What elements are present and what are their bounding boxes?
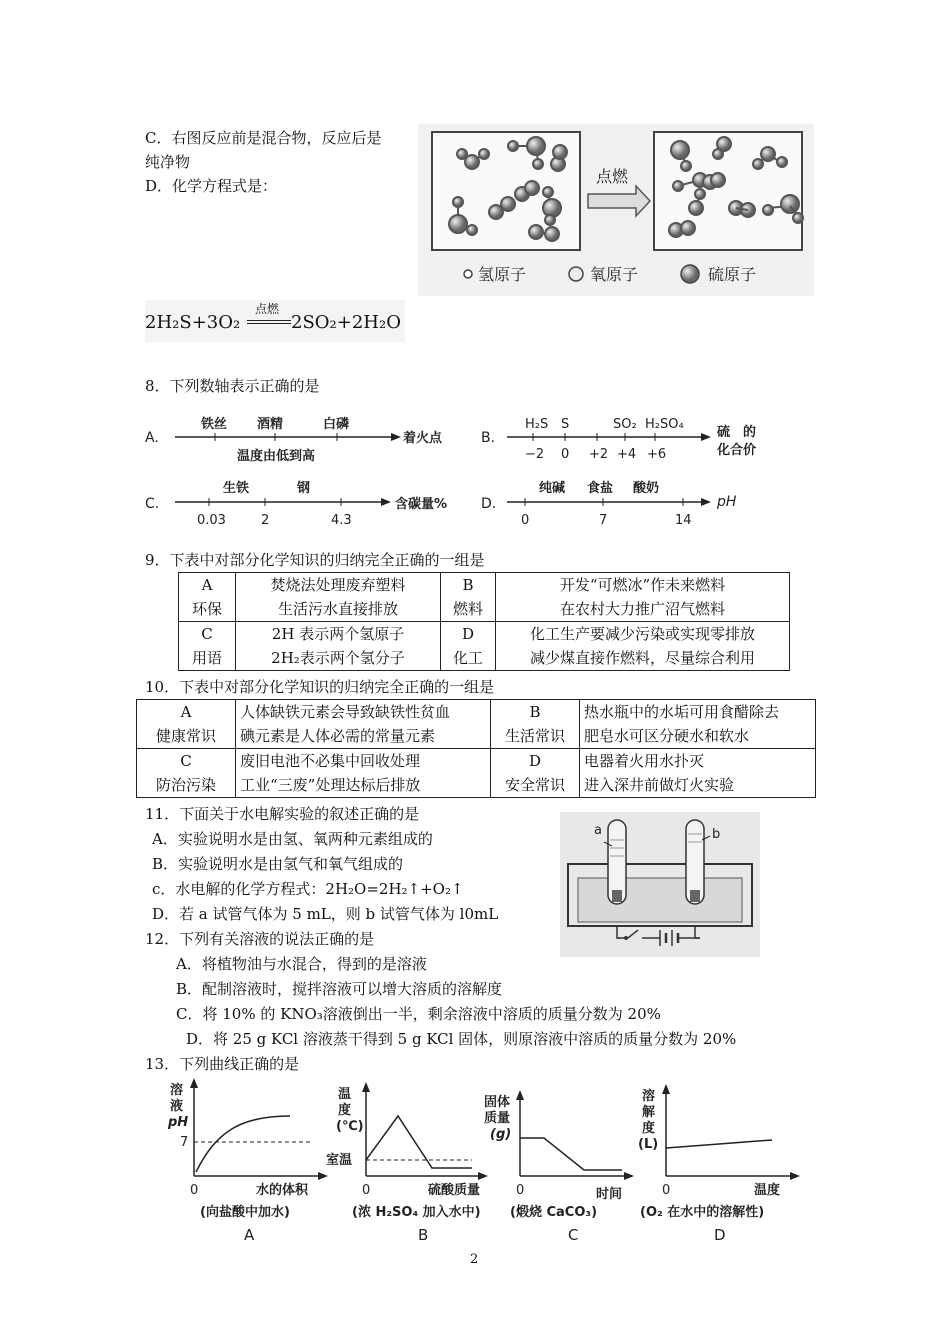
cell-line: 人体缺铁元素会导致缺铁性贫血	[240, 703, 451, 721]
graph-d-ylabel-4: (L)	[638, 1137, 659, 1152]
legend-hydrogen: 氢原子	[478, 265, 527, 284]
cell-line: 进入深井前做灯火实验	[584, 776, 735, 794]
table-row	[179, 622, 790, 671]
graph-b-letter: B	[418, 1226, 429, 1244]
graph-c-caption: (煅烧 CaCO₃)	[510, 1205, 598, 1220]
cell-line: 碘元素是人体必需的常量元素	[240, 727, 436, 745]
q8-stem: 8．下列数轴表示正确的是	[145, 377, 320, 395]
q10-cell-c-body	[236, 749, 491, 798]
q8c-tick-1: 0.03	[197, 513, 226, 528]
electrolysis-figure	[560, 812, 760, 957]
equation-condition: 点燃	[255, 302, 280, 316]
graph-c-xlabel: 时间	[596, 1187, 623, 1202]
q8b-tick-5: +6	[647, 447, 667, 462]
q12-stem: 12．下列有关溶液的说法正确的是	[145, 930, 375, 948]
q8-number-lines	[145, 408, 775, 532]
q12-option-c: C．将 10% 的 KNO₃溶液倒出一半，剩余溶液中溶质的质量分数为 20%	[176, 1005, 661, 1023]
q10-cell-c-head	[137, 749, 236, 798]
q8a-label-2: 酒精	[257, 417, 284, 432]
q8d-label-1: 纯碱	[539, 481, 566, 496]
q8d-tick-1: 0	[521, 513, 530, 528]
equation-left: 2H₂S+3O₂	[145, 312, 241, 333]
cell-line: 电器着火用水扑灭	[584, 752, 705, 770]
graph-b-origin: 0	[362, 1183, 371, 1198]
q9-table	[178, 572, 790, 671]
graph-b-ylabel-1: 温	[338, 1087, 352, 1102]
q8a-below: 温度由低到高	[237, 449, 316, 464]
q7-option-d: D．化学方程式是：	[145, 177, 278, 195]
q8b-tick-3: +2	[589, 447, 609, 462]
q8a-label-1: 铁丝	[201, 417, 228, 432]
graph-a-xlabel: 水的体积	[256, 1183, 309, 1198]
q8b-tick-2: 0	[561, 447, 570, 462]
q10-cell-d-body	[580, 749, 816, 798]
q7-option-c-line1: C．右图反应前是混合物，反应后是	[145, 129, 382, 147]
chemical-equation	[145, 300, 405, 342]
graph-a-caption: (向盐酸中加水)	[200, 1205, 290, 1220]
graph-a-origin: 0	[190, 1183, 199, 1198]
graph-a-ylabel-2: 液	[170, 1099, 184, 1114]
graph-d-origin: 0	[662, 1183, 671, 1198]
graph-d-letter: D	[714, 1226, 726, 1244]
equation-double-line	[247, 320, 291, 324]
graph-a-ylabel-1: 溶	[170, 1083, 184, 1098]
q10-cell-a-body	[236, 700, 491, 749]
q12-option-d: D．将 25 g KCl 溶液蒸干得到 5 g KCl 固体，则原溶液中溶质的质量分数为 20%	[186, 1030, 737, 1048]
q9-cell-a-body	[236, 573, 441, 622]
cell-line: 燃料	[452, 600, 483, 618]
q10-cell-b-body	[580, 700, 816, 749]
cell-line: A	[180, 703, 192, 721]
q8c-label-2: 钢	[297, 481, 311, 496]
graph-a-tick: 7	[180, 1135, 189, 1150]
cell-line: 废旧电池不必集中回收处理	[240, 752, 421, 770]
q8b-label-4: H₂SO₄	[645, 417, 684, 432]
q9-cell-a-head	[179, 573, 236, 622]
cell-line: C	[201, 625, 213, 643]
cell-line: 2H 表示两个氢原子	[271, 625, 405, 643]
graph-d-ylabel-1: 溶	[642, 1089, 656, 1104]
q8c-tick-3: 4.3	[331, 513, 352, 528]
cell-line: 化工生产要减少污染或实现零排放	[529, 625, 755, 643]
cell-line: 在农村大力推广沼气燃料	[559, 600, 725, 618]
graph-c-letter: C	[568, 1226, 579, 1244]
table-row	[137, 700, 816, 749]
q8a-label-3: 白磷	[323, 417, 350, 432]
equation-right: 2SO₂+2H₂O	[291, 312, 401, 333]
cell-line: B	[529, 703, 541, 721]
q8b-tick-4: +4	[617, 447, 637, 462]
table-row	[179, 573, 790, 622]
q8b-letter: B.	[481, 430, 496, 446]
q11-option-a: A．实验说明水是由氢、氧两种元素组成的	[152, 830, 433, 848]
q11-stem: 11．下面关于水电解实验的叙述正确的是	[145, 805, 420, 823]
q13-curves	[160, 1076, 810, 1248]
graph-c-ylabel-1: 固体	[484, 1095, 511, 1110]
cell-line: C	[180, 752, 192, 770]
q8c-tick-2: 2	[261, 513, 270, 528]
cell-line: B	[462, 576, 474, 594]
q8d-tick-2: 7	[599, 513, 608, 528]
table-row	[137, 749, 816, 798]
q8a-letter: A.	[145, 430, 159, 446]
q8d-axis-name: pH	[717, 494, 737, 510]
electrolysis-diagram	[560, 812, 760, 957]
q8d-label-3: 酸奶	[633, 481, 660, 496]
cell-line: D	[461, 625, 475, 643]
graph-b-xlabel: 硫酸质量	[428, 1183, 481, 1198]
q7-option-c-line2: 纯净物	[145, 153, 191, 171]
cell-line: 安全常识	[504, 776, 565, 794]
q10-cell-d-head	[491, 749, 580, 798]
q13-stem: 13．下列曲线正确的是	[145, 1055, 300, 1073]
q9-cell-c-body	[236, 622, 441, 671]
cell-line: 开发“可燃冰”作未来燃料	[559, 576, 726, 594]
cell-line: 工业“三废”处理达标后排放	[240, 776, 421, 794]
page-number: 2	[470, 1252, 479, 1267]
tube-b-label: b	[712, 827, 721, 842]
arrow-label: 点燃	[596, 167, 629, 186]
q8b-tick-1: −2	[525, 447, 545, 462]
q8c-axis-name: 含碳量%	[395, 497, 448, 512]
graph-d-ylabel-3: 度	[642, 1121, 656, 1136]
q11-option-d: D．若 a 试管气体为 5 mL，则 b 试管气体为 l0mL	[152, 905, 499, 923]
molecule-reaction-figure	[418, 124, 814, 296]
q8d-letter: D.	[481, 496, 497, 512]
q9-cell-d-head	[441, 622, 496, 671]
cell-line: 焚烧法处理废弃塑料	[270, 576, 406, 594]
graph-b-ylabel-3: (℃)	[336, 1119, 364, 1134]
q9-cell-d-body	[496, 622, 790, 671]
cell-line: A	[201, 576, 213, 594]
legend-sulfur: 硫原子	[708, 265, 757, 284]
q8b-label-1: H₂S	[525, 417, 549, 432]
cell-line: 化工	[452, 649, 483, 667]
q12-option-a: A．将植物油与水混合，得到的是溶液	[176, 955, 427, 973]
graph-c-ylabel-2: 质量	[484, 1111, 511, 1126]
q10-stem: 10．下表中对部分化学知识的归纳完全正确的一组是	[145, 678, 495, 696]
graph-b-caption: (浓 H₂SO₄ 加入水中)	[352, 1205, 481, 1220]
q8c-label-1: 生铁	[223, 481, 250, 496]
q8b-label-2: S	[561, 417, 570, 432]
q10-table	[136, 699, 816, 798]
q9-cell-b-body	[496, 573, 790, 622]
cell-line: 热水瓶中的水垢可用食醋除去	[584, 703, 780, 721]
q8b-axis-name-2: 化合价	[717, 443, 757, 458]
q8d-tick-3: 14	[675, 513, 692, 528]
graph-a-ylabel-3: pH	[168, 1115, 189, 1130]
q12-option-b: B．配制溶液时，搅拌溶液可以增大溶质的溶解度	[176, 980, 503, 998]
q10-cell-a-head	[137, 700, 236, 749]
cell-line: D	[528, 752, 542, 770]
q11-option-c: c．水电解的化学方程式：2H₂O=2H₂↑+O₂↑	[152, 880, 464, 898]
q11-option-b: B．实验说明水是由氢气和氧气组成的	[152, 855, 404, 873]
cell-line: 防治污染	[155, 776, 216, 794]
graph-c-origin: 0	[516, 1183, 525, 1198]
graph-d-caption: (O₂ 在水中的溶解性)	[640, 1205, 765, 1220]
q8b-axis-name-1: 硫 的	[717, 425, 757, 440]
graph-b-ylabel-2: 度	[338, 1103, 352, 1118]
legend-oxygen: 氧原子	[590, 265, 639, 284]
cell-line: 健康常识	[155, 727, 216, 745]
cell-line: 减少煤直接作燃料，尽量综合利用	[529, 649, 755, 667]
q9-cell-c-head	[179, 622, 236, 671]
tube-a-label: a	[594, 823, 602, 838]
graph-c-ylabel-3: (g)	[490, 1127, 512, 1142]
cell-line: 生活常识	[504, 727, 565, 745]
q8a-axis-name: 着火点	[403, 431, 443, 446]
cell-line: 生活污水直接排放	[277, 600, 398, 618]
cell-line: 环保	[191, 600, 222, 618]
graph-b-tick: 室温	[326, 1153, 353, 1168]
q8d-label-2: 食盐	[587, 481, 614, 496]
q8c-letter: C.	[145, 496, 160, 512]
molecule-diagram	[418, 124, 814, 296]
cell-line: 肥皂水可区分硬水和软水	[584, 727, 750, 745]
cell-line: 用语	[191, 649, 222, 667]
q8b-label-3: SO₂	[613, 417, 637, 432]
q9-stem: 9．下表中对部分化学知识的归纳完全正确的一组是	[145, 551, 485, 569]
graph-a-letter: A	[244, 1226, 255, 1244]
cell-line: 2H₂表示两个氢分子	[271, 649, 405, 667]
graph-d-ylabel-2: 解	[642, 1105, 656, 1120]
graph-d-xlabel: 温度	[754, 1183, 781, 1198]
q10-cell-b-head	[491, 700, 580, 749]
q9-cell-b-head	[441, 573, 496, 622]
